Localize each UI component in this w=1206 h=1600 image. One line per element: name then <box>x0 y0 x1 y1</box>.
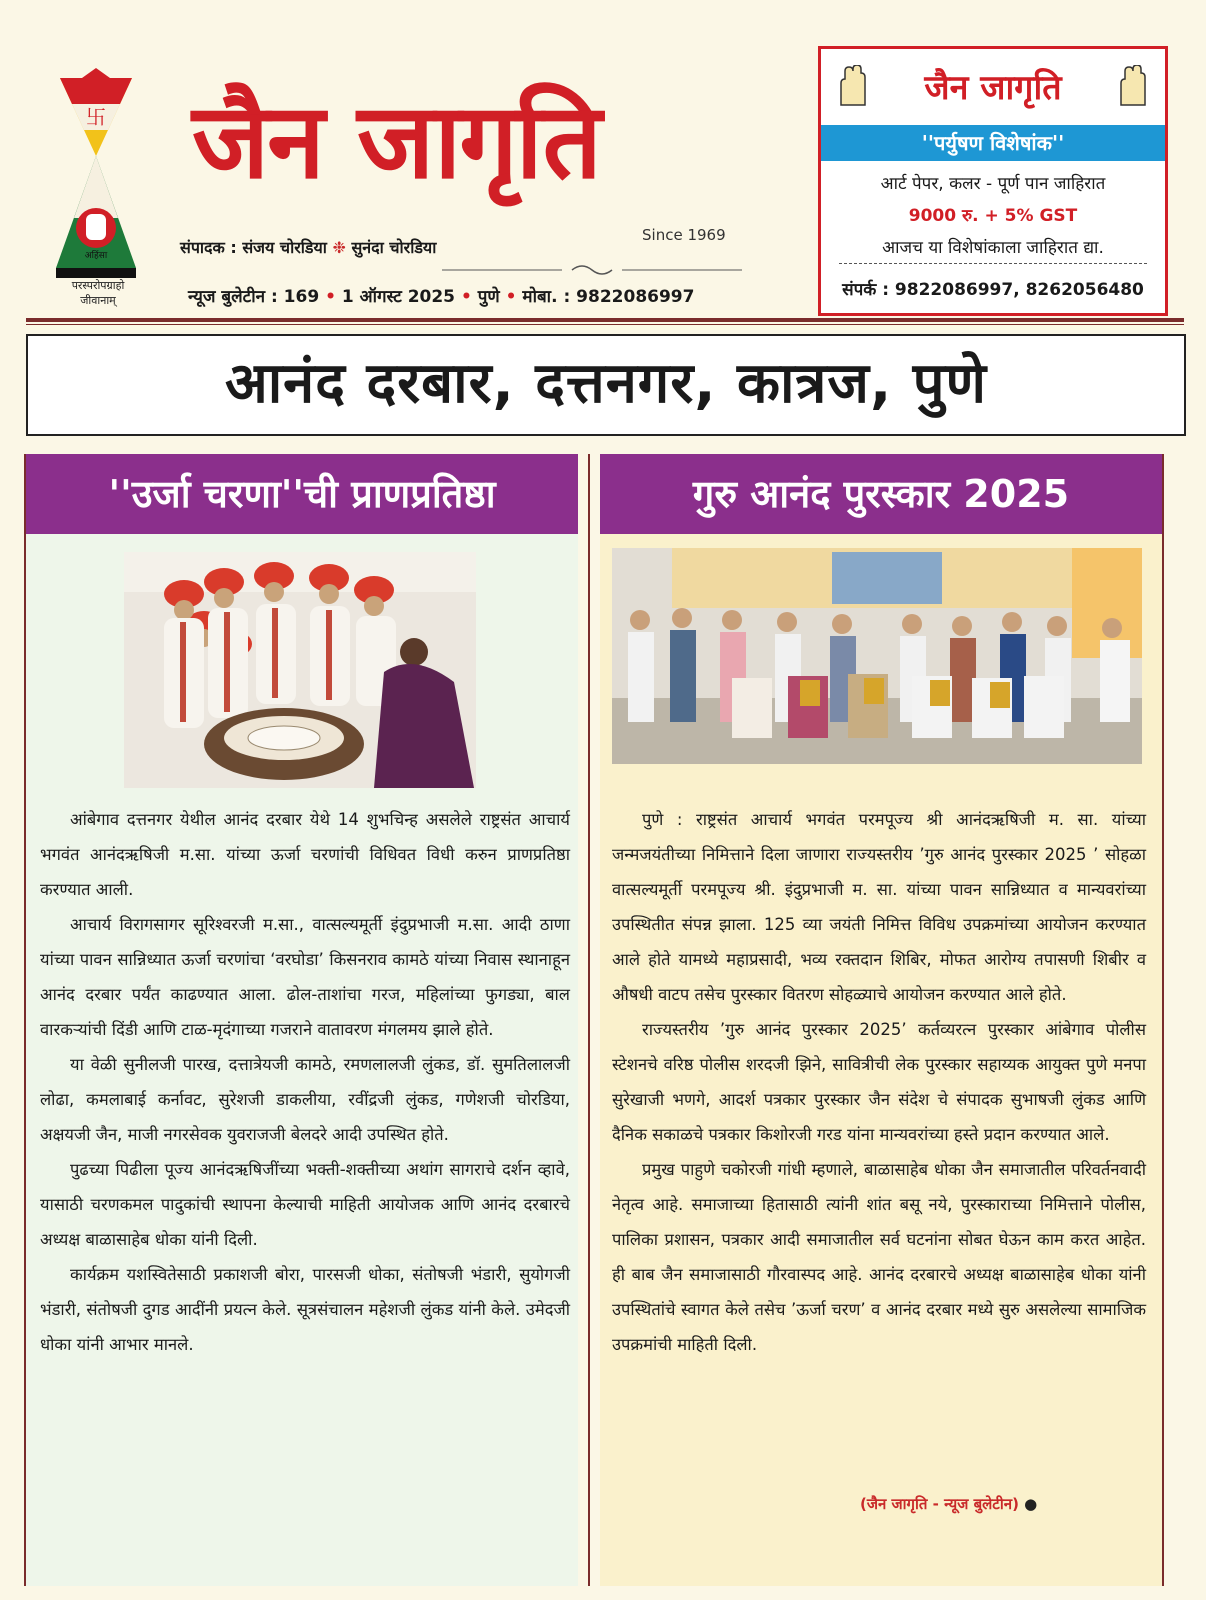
motto-line-2: जीवानाम् <box>80 294 116 307</box>
paragraph: कार्यक्रम यशस्वितेसाठी प्रकाशजी बोरा, पारसजी धोका, संतोषजी भंडारी, सुयोगजी भंडारी, संतोषजी दुगड आदींनी प्रयत्न केले. सूत्रसंचालन महेशजी लुंकड यांनी केले. उमेदजी धोका यांनी आभार मानले. <box>40 1265 570 1354</box>
paragraph: पुढच्या पिढीला पूज्य आनंदऋषिजींच्या भक्ती-शक्तीच्या अथांग सागराचे दर्शन व्हावे, यासाठी चरणकमल पादुकांची स्थापना केल्याची माहिती आयोजक आणि आनंद दरबारचे अध्यक्ष बाळासाहेब धोका यांनी दिली. <box>40 1160 570 1249</box>
editor-primary: संपादक : संजय चोरडिया <box>180 238 327 257</box>
bulletin-number: न्यूज बुलेटीन : 169 <box>188 287 320 307</box>
ornament-divider <box>442 262 742 278</box>
header-rule-thin <box>26 324 1184 325</box>
hand-icon <box>1115 65 1151 109</box>
ad-description: आर्ट पेपर, कलर - पूर्ण पान जाहिरात <box>880 174 1106 194</box>
right-article-body <box>612 802 1146 1362</box>
right-article-heading: गुरु आनंद पुरस्कार 2025 <box>600 454 1162 534</box>
column-divider <box>588 454 590 1586</box>
ad-contact: संपर्क : 9822086997, 8262056480 <box>842 280 1144 300</box>
motto-line-1: परस्परोपग्राहो <box>71 279 125 292</box>
logo-text: अहिंसा <box>84 251 108 261</box>
paragraph: आंबेगाव दत्तनगर येथील आनंद दरबार येथे 14 शुभचिन्ह असलेले राष्ट्रसंत आचार्य भगवंत आनंदऋषिजी म.सा. यांच्या ऊर्जा चरणांची विधिवत विधी करुन प्राणप्रतिष्ठा करण्यात आली. <box>40 810 570 899</box>
jain-symbol-logo <box>50 68 142 308</box>
ad-call-to-action: आजच या विशेषांकाला जाहिरात द्या. <box>882 238 1104 258</box>
award-ceremony-photo <box>612 548 1142 764</box>
masthead-title: जैन जागृति <box>192 79 600 202</box>
ad-divider <box>839 263 1147 264</box>
mobile-number: मोबा. : 9822086997 <box>522 287 695 307</box>
issue-city: पुणे <box>477 287 500 307</box>
header-rule <box>26 318 1184 322</box>
ad-title: जैन जागृति <box>924 68 1062 108</box>
ad-price: 9000 रु. + 5% GST <box>908 206 1078 226</box>
bullet-icon: ● <box>1024 1495 1038 1513</box>
left-article-body <box>40 802 570 1362</box>
logo-motto <box>48 278 148 308</box>
ad-special-issue-band: ''पर्युषण विशेषांक'' <box>821 125 1165 161</box>
article-credit <box>860 1494 1037 1514</box>
since-year: Since 1969 <box>642 226 726 244</box>
column-border <box>24 454 26 1586</box>
editor-secondary: सुनंदा चोरडिया <box>351 238 437 257</box>
bulletin-info-line <box>188 284 694 307</box>
credit-text: (जैन जागृति - न्यूज बुलेटीन) <box>860 1495 1019 1513</box>
advertisement-box <box>818 46 1168 316</box>
star-icon: ❉ <box>332 238 346 257</box>
paragraph: राज्यस्तरीय ’गुरु आनंद पुरस्कार 2025’ कर्तव्यरत्न पुरस्कार आंबेगाव पोलीस स्टेशनचे वरिष्ठ पोलीस शरदजी झिने, सावित्रीची लेक पुरस्कार सहाय्यक आयुक्त पुणे मनपा सुरेखाजी भणगे, आदर्श पत्रकार पुरस्कार जैन संदेश चे संपादक सुभाषजी लुंकड आणि दैनिक सकाळचे पत्रकार किशोरजी गरड यांना मान्यवरांच्या हस्ते प्रदान करण्यात आले. <box>612 1020 1146 1144</box>
column-border <box>1162 454 1164 1586</box>
location-banner: आनंद दरबार, दत्तनगर, कात्रज, पुणे <box>26 334 1186 436</box>
paragraph: प्रमुख पाहुणे चकोरजी गांधी म्हणाले, बाळासाहेब धोका जैन समाजातील परिवर्तनवादी नेतृत्व आहे. समाजाच्या हितासाठी त्यांनी शांत बसू नये, पुरस्काराच्या निमित्ताने पोलीस, पालिका प्रशासन, पत्रकार आदी समाजातील सर्व घटनांना सोबत घेऊन काम करत आहेत. ही बाब जैन समाजासाठी गौरवास्पद आहे. आनंद दरबारचे अध्यक्ष बाळासाहेब धोका यांनी उपस्थितांचे स्वागत केले तसेच ’ऊर्जा चरण’ व आनंद दरबार मध्ये सुरु असलेल्या सामाजिक उपक्रमांची माहिती दिली. <box>612 1160 1146 1354</box>
paragraph: आचार्य विरागसागर सूरिश्वरजी म.सा., वात्सल्यमूर्ती इंदुप्रभाजी म.सा. आदी ठाणा यांच्या पावन सान्निध्यात ऊर्जा चरणांचा ‘वरघोडा’ किसनराव कामठे यांच्या निवास स्थानाहून आनंद दरबार पर्यंत काढण्यात आला. ढोल-ताशांचा गरज, महिलांच्या फुगड्या, बाल वारकऱ्यांची दिंडी आणि टाळ-मृदंगाच्या गजराने वातावरण मंगलमय झाले होते. <box>40 915 570 1039</box>
bullet-dot: • <box>505 287 517 307</box>
editors-line <box>180 236 436 258</box>
bullet-dot: • <box>325 287 336 307</box>
issue-date: 1 ऑगस्ट 2025 <box>341 287 456 307</box>
bullet-dot: • <box>460 287 472 307</box>
svg-text:卐: 卐 <box>86 105 106 129</box>
paragraph: या वेळी सुनीलजी पारख, दत्तात्रेयजी कामठे, रमणलालजी लुंकड, डॉ. सुमतिलालजी लोढा, कमलाबाई कर्नावट, सुरेशजी डाकलीया, रवींद्रजी लुंकड, गणेशजी चोरडिया, अक्षयजी जैन, माजी नगरसेवक युवराजजी बेलदरे आदी उपस्थित होते. <box>40 1055 570 1144</box>
left-article-heading: ''उर्जा चरणा''ची प्राणप्रतिष्ठा <box>26 454 578 534</box>
paragraph: पुणे : राष्ट्रसंत आचार्य भगवंत परमपूज्य श्री आनंदऋषिजी म. सा. यांच्या जन्मजयंतीच्या निमित्ताने दिला जाणारा राज्यस्तरीय ’गुरु आनंद पुरस्कार 2025 ’ सोहळा वात्सल्यमूर्ती परमपूज्य श्री. इंदुप्रभाजी म. सा. यांच्या पावन सान्निध्यात व मान्यवरांच्या उपस्थितीत संपन्न झाला. 125 व्या जयंती निमित्त विविध उपक्रमांच्या आयोजन करण्यात आले होते यामध्ये महाप्रसादी, भव्य रक्तदान शिबिर, मोफत आरोग्य तपासणी शिबीर व औषधी वाटप तसेच पुरस्कार वितरण सोहळ्याचे आयोजन करण्यात आले होते. <box>612 810 1146 1004</box>
ceremony-photo <box>124 552 476 788</box>
